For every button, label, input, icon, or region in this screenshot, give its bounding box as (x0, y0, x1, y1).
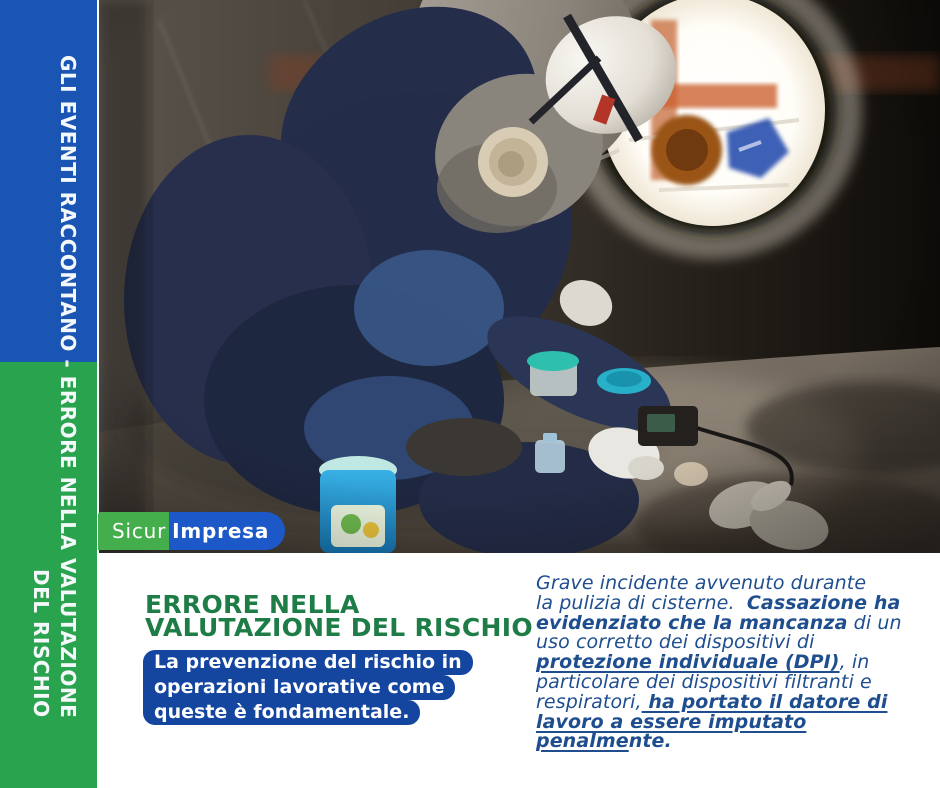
ribbon-vertical-title: GLI EVENTI RACCONTANO - ERRORE NELLA VALUTAZIONE DEL RISCHIO (29, 54, 80, 718)
tank-interior-illustration (99, 0, 940, 553)
incident-description: Grave incidente avvenuto durante la pulizia di cisterne. Cassazione ha evidenziato che la mancanza di un uso corretto dei dispositivi di protezione individuale (DPI), in particolare dei dispositivi filtranti e respiratori, ha portato il datore di lavoro a essere imputato penalmente. (536, 572, 902, 753)
callout-line: operazioni lavorative come (143, 675, 455, 700)
page-title: ERRORE NELLA VALUTAZIONE DEL RISCHIO (145, 590, 533, 642)
brand-logo (98, 512, 285, 550)
caption-section (97, 553, 940, 788)
callout-line: La prevenzione del rischio in (143, 650, 473, 675)
vignette (99, 0, 940, 553)
left-ribbon (0, 0, 97, 788)
callout-line: queste è fondamentale. (143, 700, 420, 725)
brand-logo-sicur: Sicur (98, 512, 169, 550)
brand-logo-impresa: Impresa (169, 512, 285, 550)
callout-bubble (143, 650, 473, 725)
photo-worker-in-cistern (99, 0, 940, 553)
